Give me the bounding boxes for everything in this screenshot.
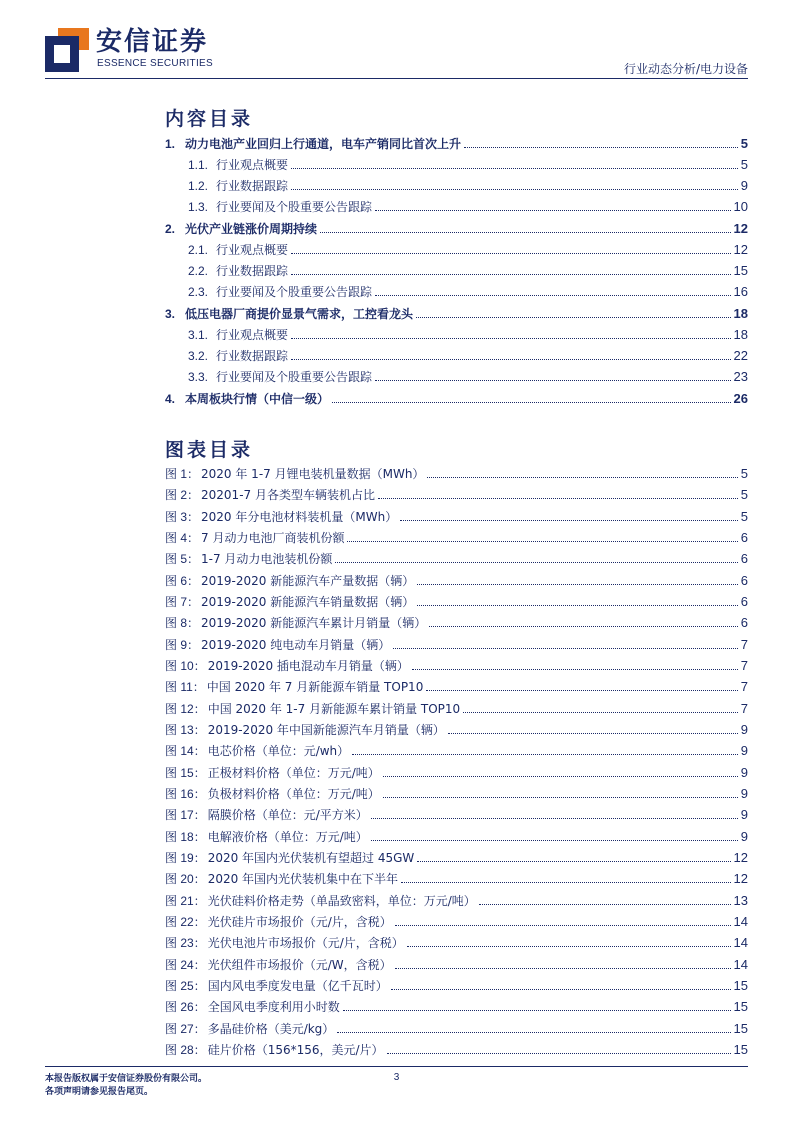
header-divider [45,78,748,79]
figure-number: 图 4： [165,531,200,545]
figure-page: 12 [733,850,748,865]
figure-title: 2019-2020 新能源汽车产量数据（辆） [201,574,415,588]
toc-entry[interactable] [188,237,748,258]
figure-title: 2020 年国内光伏装机有望超过 45GW [207,851,415,865]
figure-title: 硅片价格（156*156，美元/片） [207,1043,384,1057]
figures-title: 图表目录 [165,439,254,461]
figure-page: 7 [740,637,748,652]
dot-leader [391,989,731,990]
toc-entry-page: 5 [740,136,748,151]
figure-page: 6 [740,594,748,609]
brand-name-cn: 安信证券 [96,27,209,57]
toc-entry[interactable] [188,343,748,364]
figure-number: 图 8： [165,616,200,630]
toc-entry-number: 1.1. [188,158,209,172]
toc-entry-page: 26 [733,391,748,406]
toc-entry[interactable] [188,152,748,173]
footer-disclaimer: 各项声明请参见报告尾页。 [45,1087,154,1097]
dot-leader [383,797,738,798]
toc-entry-number: 2.3. [188,285,209,299]
figure-entry[interactable] [165,632,748,653]
dot-leader [417,861,730,862]
figure-entry[interactable] [165,568,748,589]
figure-page: 15 [733,999,748,1014]
figure-entry[interactable] [165,824,748,845]
figure-title: 2019-2020 新能源汽车累计月销量（辆） [201,616,427,630]
figure-entry[interactable] [165,781,748,802]
dot-leader [347,541,737,542]
figure-number: 图 24： [165,958,206,972]
dot-leader [291,359,731,360]
dot-leader [395,925,731,926]
figure-title: 光伏硅片市场报价（元/片，含税） [207,915,392,929]
figure-page: 6 [740,573,748,588]
figure-title: 光伏组件市场报价（元/W，含税） [207,958,392,972]
figure-title: 负极材料价格（单位：万元/吨） [207,787,380,801]
dot-leader [400,520,738,521]
figure-page: 9 [740,765,748,780]
figure-number: 图 10： [165,659,206,673]
toc-entry-page: 15 [733,263,748,278]
figure-entry[interactable] [165,1016,748,1037]
figure-number: 图 26： [165,1000,206,1014]
dot-leader [395,968,731,969]
figure-entry[interactable] [165,952,748,973]
figure-entry[interactable] [165,909,748,930]
toc-entry-title: 行业观点概要 [216,243,289,257]
dot-leader [417,584,738,585]
toc-entry-title: 低压电器厂商提价显景气需求，工控看龙头 [185,307,414,321]
footer-copyright: 本报告版权属于安信证券股份有限公司。 [45,1074,208,1084]
figure-page: 14 [733,914,748,929]
toc-entry-page: 10 [733,199,748,214]
dot-leader [291,253,731,254]
dot-leader [335,562,737,563]
toc-entry-page: 22 [733,348,748,363]
page-number: 3 [393,1072,400,1083]
figure-page: 7 [740,679,748,694]
figure-number: 图 19： [165,851,206,865]
figure-entry[interactable] [165,866,748,887]
toc-entry-title: 本周板块行情（中信一级） [185,392,330,406]
figure-entry[interactable] [165,760,748,781]
toc-entry-page: 23 [733,369,748,384]
figure-title: 2019-2020 插电混动车月销量（辆） [207,659,409,673]
figure-entry[interactable] [165,973,748,994]
figure-title: 电解液价格（单位：万元/吨） [207,830,368,844]
toc-entry-title: 行业要闻及个股重要公告跟踪 [216,370,373,384]
toc-entry-number: 3.3. [188,370,209,384]
essence-logo-icon [45,28,89,72]
figure-page: 13 [733,893,748,908]
toc-entry-number: 2. [165,222,176,236]
dot-leader [378,498,738,499]
figure-number: 图 1： [165,467,200,481]
toc-entry-page: 9 [740,178,748,193]
dot-leader [387,1053,731,1054]
figure-number: 图 15： [165,766,206,780]
dot-leader [371,818,738,819]
toc-entry-page: 12 [733,221,748,236]
toc-entry-page: 18 [733,306,748,321]
figure-number: 图 9： [165,638,200,652]
figure-page: 6 [740,530,748,545]
figure-title: 全国风电季度利用小时数 [207,1000,340,1014]
toc-entry-title: 行业数据跟踪 [216,349,289,363]
toc-entry-number: 4. [165,392,176,406]
figure-page: 5 [740,487,748,502]
figure-number: 图 5： [165,552,200,566]
figure-entry[interactable] [165,525,748,546]
figure-number: 图 14： [165,744,206,758]
dot-leader [291,338,731,339]
dot-leader [375,295,731,296]
figure-entry[interactable] [165,1037,748,1058]
figure-number: 图 23： [165,936,206,950]
dot-leader [393,648,738,649]
figure-entry[interactable] [165,717,748,738]
figure-number: 图 27： [165,1022,206,1036]
toc-title: 内容目录 [165,108,254,130]
figure-number: 图 22： [165,915,206,929]
toc-entry-number: 1.2. [188,179,209,193]
figure-page: 9 [740,829,748,844]
toc-entry-title: 行业要闻及个股重要公告跟踪 [216,285,373,299]
figure-number: 图 13： [165,723,206,737]
dot-leader [352,754,738,755]
figure-entry[interactable] [165,845,748,866]
figure-title: 20201-7 月各类型车辆装机占比 [201,488,375,502]
figure-entry[interactable] [165,546,748,567]
footer-divider [45,1066,748,1067]
figure-page: 14 [733,957,748,972]
dot-leader [426,690,737,691]
figure-entry[interactable] [165,653,748,674]
figure-title: 2019-2020 年中国新能源汽车月销量（辆） [207,723,445,737]
figure-title: 2020 年国内光伏装机集中在下半年 [207,872,399,886]
figure-number: 图 17： [165,808,206,822]
toc-entry[interactable] [188,258,748,279]
figure-title: 光伏硅料价格走势（单晶致密料，单位：万元/吨） [207,894,476,908]
figure-title: 中国 2020 年 1-7 月新能源车累计销量 TOP10 [207,702,461,716]
brand-name-en: ESSENCE SECURITIES [97,58,213,69]
figure-number: 图 7： [165,595,200,609]
figure-page: 6 [740,615,748,630]
dot-leader [427,477,737,478]
figure-entry[interactable] [165,888,748,909]
figure-number: 图 12： [165,702,206,716]
toc-entry-number: 3. [165,307,176,321]
dot-leader [401,882,730,883]
figure-number: 图 18： [165,830,206,844]
figure-number: 图 21： [165,894,206,908]
figure-page: 15 [733,1042,748,1057]
toc-entry-title: 动力电池产业回归上行通道，电车产销同比首次上升 [185,137,462,151]
figure-entry[interactable] [165,482,748,503]
dot-leader [337,1032,730,1033]
toc-entry-title: 行业要闻及个股重要公告跟踪 [216,200,373,214]
figure-entry[interactable] [165,802,748,823]
figure-page: 5 [740,466,748,481]
toc-entry-number: 3.1. [188,328,209,342]
dot-leader [291,168,738,169]
dot-leader [291,189,738,190]
figure-number: 图 20： [165,872,206,886]
dot-leader [320,232,731,233]
figure-title: 2019-2020 纯电动车月销量（辆） [201,638,391,652]
figure-entry[interactable] [165,738,748,759]
figure-entry[interactable] [165,610,748,631]
toc-entry-number: 1.3. [188,200,209,214]
figure-page: 9 [740,786,748,801]
dot-leader [332,402,731,403]
figure-page: 9 [740,722,748,737]
dot-leader [479,904,731,905]
figure-page: 7 [740,701,748,716]
figure-page: 12 [733,871,748,886]
toc-entry-page: 12 [733,242,748,257]
figure-page: 14 [733,935,748,950]
toc-entry-page: 16 [733,284,748,299]
figure-entry[interactable] [165,696,748,717]
toc-entry[interactable] [188,364,748,385]
toc-entry-title: 行业数据跟踪 [216,179,289,193]
figure-page: 9 [740,807,748,822]
figure-number: 图 16： [165,787,206,801]
figure-number: 图 6： [165,574,200,588]
toc-entry[interactable] [188,279,748,300]
figure-title: 7 月动力电池厂商装机份额 [201,531,345,545]
toc-entry-title: 行业观点概要 [216,158,289,172]
figure-number: 图 3： [165,510,200,524]
toc-entry[interactable] [165,386,748,407]
dot-leader [429,626,738,627]
figure-entry[interactable] [165,504,748,525]
toc-entry[interactable] [165,301,748,322]
dot-leader [375,210,731,211]
dot-leader [448,733,738,734]
toc-entry-number: 2.2. [188,264,209,278]
dot-leader [417,605,738,606]
figure-number: 图 25： [165,979,206,993]
dot-leader [407,946,731,947]
dot-leader [375,380,731,381]
toc-entry[interactable] [188,322,748,343]
figure-page: 15 [733,978,748,993]
figure-title: 多晶硅价格（美元/kg） [207,1022,335,1036]
figure-page: 7 [740,658,748,673]
dot-leader [463,712,738,713]
figure-title: 1-7 月动力电池装机份额 [201,552,333,566]
report-category: 行业动态分析/电力设备 [623,62,748,76]
toc-entry-page: 5 [740,157,748,172]
toc-entry-number: 2.1. [188,243,209,257]
toc-entry-title: 光伏产业链涨价周期持续 [185,222,318,236]
figure-entry[interactable] [165,930,748,951]
figure-page: 6 [740,551,748,566]
figure-title: 电芯价格（单位：元/wh） [207,744,350,758]
toc-entry-title: 行业观点概要 [216,328,289,342]
figure-title: 正极材料价格（单位：万元/吨） [207,766,380,780]
figure-entry[interactable] [165,674,748,695]
figure-page: 9 [740,743,748,758]
figure-page: 5 [740,509,748,524]
figure-title: 2019-2020 新能源汽车销量数据（辆） [201,595,415,609]
figure-entry[interactable] [165,461,748,482]
figure-entry[interactable] [165,994,748,1015]
toc-entry[interactable] [188,173,748,194]
dot-leader [343,1010,731,1011]
toc-entry-number: 3.2. [188,349,209,363]
toc-entry-number: 1. [165,137,176,151]
figure-page: 15 [733,1021,748,1036]
toc-entry-title: 行业数据跟踪 [216,264,289,278]
figure-entry[interactable] [165,589,748,610]
toc-entry[interactable] [188,194,748,215]
toc-entry[interactable] [165,131,748,152]
figure-number: 图 28： [165,1043,206,1057]
figure-title: 国内风电季度发电量（亿千瓦时） [207,979,388,993]
figure-title: 光伏电池片市场报价（元/片，含税） [207,936,404,950]
toc-entry-page: 18 [733,327,748,342]
dot-leader [383,776,738,777]
figure-title: 2020 年 1-7 月锂电装机量数据（MWh） [201,467,425,481]
toc-entry[interactable] [165,216,748,237]
figure-title: 2020 年分电池材料装机量（MWh） [201,510,398,524]
figure-title: 隔膜价格（单位：元/平方米） [207,808,368,822]
figure-number: 图 11： [165,680,205,694]
dot-leader [371,840,738,841]
dot-leader [416,317,731,318]
figure-number: 图 2： [165,488,200,502]
dot-leader [291,274,731,275]
dot-leader [412,669,738,670]
figure-title: 中国 2020 年 7 月新能源车销量 TOP10 [206,680,424,694]
dot-leader [464,147,738,148]
